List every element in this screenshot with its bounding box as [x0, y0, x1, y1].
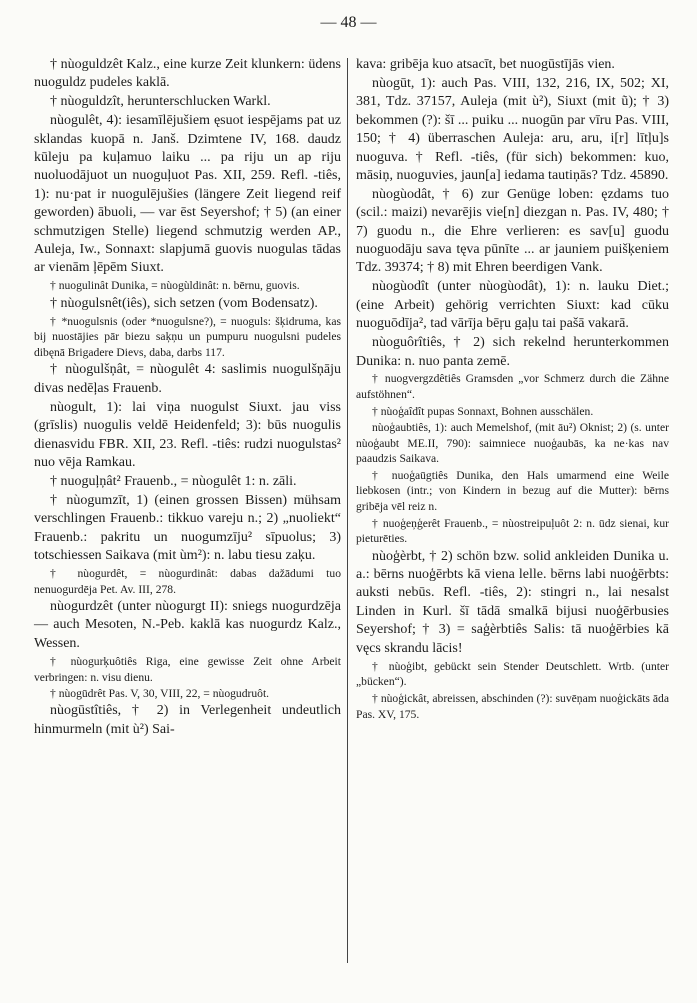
dictionary-entry: † nùogulsnêt(iês), sich setzen (vom Bodensatz).: [50, 295, 318, 311]
dictionary-entry: † nùoguldzêt Kalz., eine kurze Zeit klunkern: üdens nuoguldz pudeles kaklā.: [34, 57, 341, 91]
dictionary-entry: kava: gribēja kuo atsacīt, bet nuogūstījās vien.: [356, 57, 615, 72]
dictionary-entry: nùogūstîtiês, † 2) in Verlegenheit undeutlich hinmurmeln (mit ù²) Sai-: [34, 703, 341, 737]
dictionary-entry: † nuoģaūgtiês Dunika, den Hals umarmend eine Weile liebkosen (intr.; von Kindern in bezug auf die Mutter): bērns gribēja vēl reiz n.: [356, 468, 669, 514]
dictionary-entry: † nùogurdêt, = nùogurdinât: dabas dažādumi tuo nenuogurdēja Pet. Av. III, 278.: [34, 566, 341, 596]
dictionary-entry: † nuogvergzdêtiês Gramsden „vor Schmerz durch die Zähne aufstöhnen“.: [356, 372, 669, 402]
dictionary-entry: † nuoguļņât² Frauenb., = nùogulêt 1: n. zāli.: [50, 473, 297, 489]
dictionary-entry: nùogurdzêt (unter nùogurgt II): sniegs nuogurdzēja — auch Mesoten, N.-Peb. kaklā kas nuogurdz Kalz., Wessen.: [34, 599, 341, 651]
dictionary-entry: nùoguôrîtiês, † 2) sich rekelnd herunterkommen Dunika: n. nuo panta zemē.: [356, 335, 669, 369]
dictionary-entry: † nùogūdrêt Pas. V, 30, VIII, 22, = nùogudruôt.: [50, 686, 270, 700]
dictionary-entry: † nùoguldzît, herunterschlucken Warkl.: [50, 94, 271, 110]
dictionary-entry: nùogult, 1): lai viņa nuogulst Siuxt. jau viss (grīslis) nuogulis veldē Heidenfeld; 3): būs nuogulis dienasvidu FBR. XII, 23. Refl. -tiês: rudzi nuogulstas² nuo vēja Ramkau.: [34, 399, 341, 470]
page-number: — 48 —: [320, 14, 377, 31]
dictionary-entry: † nuoģeņģerêt Frauenb., = nùostreipuļuôt 2: n. ūdz sienai, kur pieturēties.: [356, 516, 669, 546]
right-column: [356, 56, 669, 723]
dictionary-entry: nùogùodât, † 6) zur Genüge loben: ęzdams tuo (scil.: maizi) nevarējis vie[n] diezgan n. Pas. IV, 480; † 7) guodu n., die Ehre verlieren: es sav[u] guodu nuoguodāju sava tęva pūnīte ... ar jauniem puišķeniem Tdz. 39374; † 8) mit Ehren beerdigen Vank.: [356, 186, 669, 276]
column-divider: [347, 58, 348, 963]
dictionary-entry: † nùoģickât, abreissen, abschinden (?): suvēņam nuoģickāts āda Pas. XV, 175.: [356, 691, 669, 721]
dictionary-entry: nùogùodît (unter nùogùodât), 1): n. lauku Diet.; (eine Arbeit) gehörig verrichten Siuxt: kad cūku nuoguōdīja², tad vārīja bēŗu gaļu tai pašā vakarā.: [356, 279, 669, 332]
dictionary-entry: † nùoģaîdît pupas Sonnaxt, Bohnen ausschälen.: [372, 404, 594, 418]
dictionary-entry: † nùogurķuôtiês Riga, eine gewisse Zeit ohne Arbeit verbringen: n. visu dienu.: [34, 654, 341, 684]
dictionary-entry: nùoģaubtiês, 1): auch Memelshof, (mit āu²) Oknist; 2) (s. unter nùoģaubt ME.II, 790): saimniece nuoģaubās, ka ne·kas nav paaudzis Saikava.: [356, 420, 669, 466]
dictionary-entry: † nuogulinât Dunika, = nùogùldinât: n. bērnu, guovis.: [50, 279, 300, 293]
left-column: [34, 56, 341, 739]
dictionary-entry: † nùogulšņât, = nùogulêt 4: saslimis nuogulšņāju divas nedēļas Frauenb.: [34, 362, 341, 396]
dictionary-entry: † nùoģibt, gebückt sein Stender Deutschlett. Wrtb. (unter „bücken“).: [356, 659, 669, 689]
dictionary-entry: † nùogumzīt, 1) (einen grossen Bissen) mühsam verschlingen Frauenb.: tikkuo vareju n.; 2) „nuoliekt“ Frauenb.: pakritu un nuogumzīju² sīpuolus; 3) totschiessen Saikava (mit ùm²): n. labu tiesu zaķu.: [34, 492, 341, 564]
dictionary-entry: nùogulêt, 4): iesamīlējušiem ęsuot iespējams pat uz sklandas kuopā n. Janš. Dzimtene IV, 168. daudz kūleju pa kuļamuo laiku ... pa riju un ap riju nuoluodājuot un nuoguļuot Pas. XII, 259. Refl. -tiês, 1): nu·pat ir nuogulējušies (längere Zeit liegend reif geworden) ābuoli, — var ēst Seyershof; † 5) (an einer schmutzigen Stelle) liegend schmutzig werden AP., Auleja, Iw., Sonnaxt: slapjumā guovis nuogulas tādas ar vienām ļēpēm Siuxt.: [34, 113, 341, 276]
dictionary-entry: nùoģèrbt, † 2) schön bzw. solid ankleiden Dunika u. a.: bērns nuoģērbts kā viena lelle. bērns labi nuoģērbts: auksti nebūs. Refl. -tiês, 2): stingri n., lai nesalst Linden in Kurl. šī tādā smalkā bijusi nuoģērbusies Seyershof; † 3) = saģèrbtiês Salis: tā nuoģērbies kā vęcs skrandu lācis!: [356, 548, 669, 656]
dictionary-entry: † *nuogulsnis (oder *nuogulsne?), = nuoguls: šķidruma, kas bij nuostājies pār biezu saķņu un pumpuru nuogulsni pudeles dibęnā Brigadere Dievs, daba, darbs 117.: [34, 314, 341, 360]
dictionary-entry: nùogūt, 1): auch Pas. VIII, 132, 216, IX, 502; XI, 381, Tdz. 37157, Auleja (mit ù²), Siuxt (mit ũ); † 3) bekommen (?): šī ... puiku ... nuogūn par vīru Pas. VIII, 150; † 4) überraschen Auleja: aru, aru, i[r] lītļu]s nuoguva. † Refl. -tiês, (für sich) bekommen: kuo, māsiņ, nuoguvies, jaun[a] iedama tautiņās? Tdz. 45890.: [356, 75, 669, 183]
